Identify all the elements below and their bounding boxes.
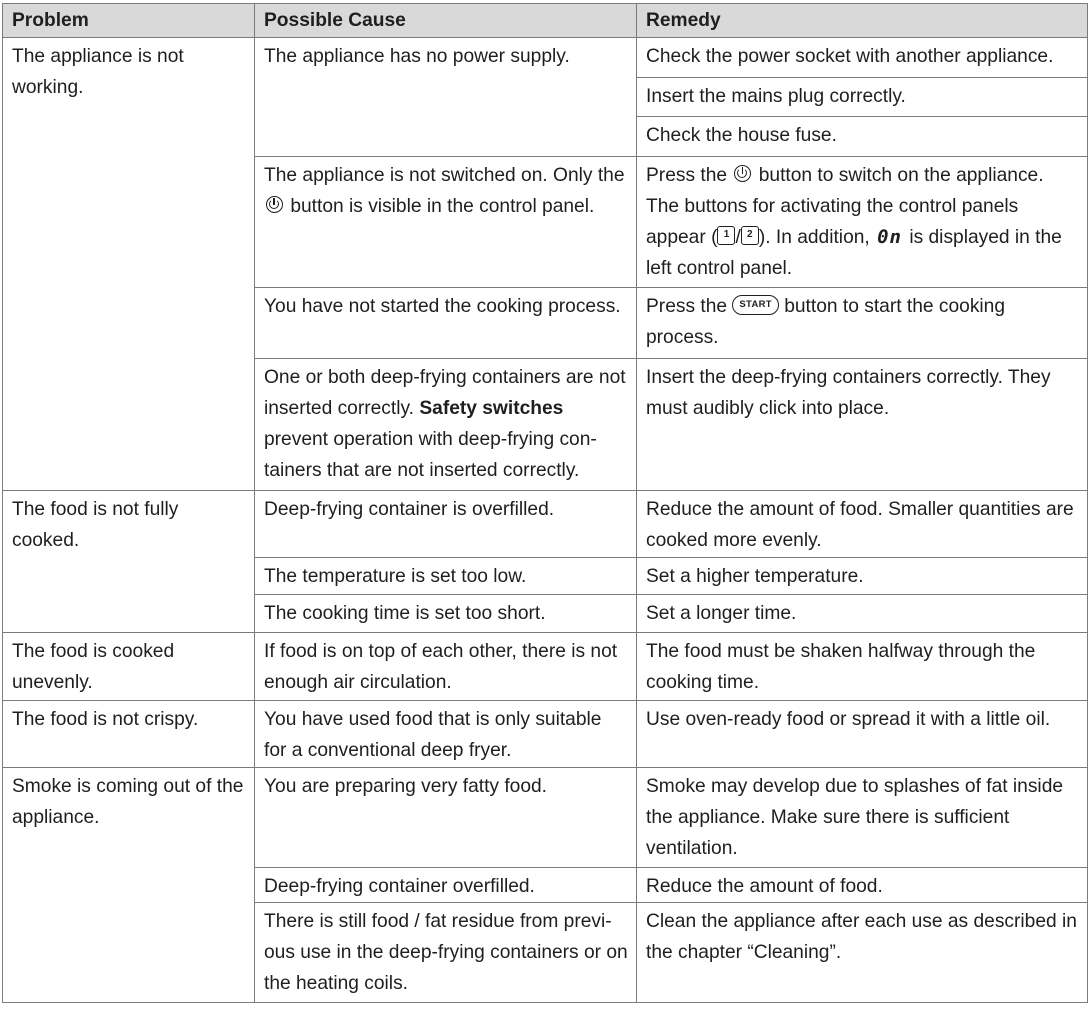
remedy-text: ). In addition, — [758, 226, 870, 248]
remedy-cell: The food must be shaken halfway through the cooking time. — [637, 633, 1088, 701]
problem-cell: The food is not fully cooked. — [3, 490, 255, 632]
header-cause: Possible Cause — [255, 4, 637, 38]
problem-cell: The appliance is not working. — [3, 37, 255, 490]
table-row — [3, 490, 1088, 558]
power-icon — [266, 196, 283, 213]
remedy-cell: Check the power socket with another appliance. — [637, 37, 1088, 77]
remedy-text: Press the — [646, 295, 728, 317]
cause-text: One or both deep-frying containers are not inserted correctly. — [264, 367, 626, 420]
safety-switches-text: Safety switches — [419, 398, 564, 420]
problem-cell: The food is cooked unevenly. — [3, 633, 255, 701]
cause-cell: Deep-frying container overfilled. — [255, 867, 637, 903]
remedy-cell: Use oven-ready food or spread it with a little oil. — [637, 700, 1088, 768]
cause-cell: There is still food / fat residue from previous use in the deep-frying containers or on the heating coils. — [255, 903, 637, 1003]
cause-cell: You are preparing very fatty food. — [255, 768, 637, 867]
cause-cell: You have used food that is only suitable for a conventional deep fryer. — [255, 700, 637, 768]
troubleshooting-table — [2, 3, 1088, 1003]
problem-cell: Smoke is coming out of the appliance. — [3, 768, 255, 1003]
cause-text: button is visible in the control panel. — [290, 195, 595, 217]
display-on-icon: 0n — [877, 225, 902, 248]
remedy-cell: Set a longer time. — [637, 595, 1088, 633]
power-icon — [734, 165, 751, 182]
remedy-text: / — [735, 226, 741, 248]
table-row — [3, 700, 1088, 768]
header-problem: Problem — [3, 4, 255, 38]
remedy-cell: Set a higher temperature. — [637, 558, 1088, 595]
cause-text: The appliance is not switched on. Only the — [264, 164, 625, 186]
remedy-cell: Reduce the amount of food. — [637, 867, 1088, 903]
cause-cell: If food is on top of each other, there is not enough air circulation. — [255, 633, 637, 701]
cause-text: prevent operation with deep-frying containers that are not inserted correctly. — [264, 429, 597, 482]
cause-cell: The temperature is set too low. — [255, 558, 637, 595]
cause-cell: The cooking time is set too short. — [255, 595, 637, 633]
remedy-cell: Reduce the amount of food. Smaller quantities are cooked more evenly. — [637, 490, 1088, 558]
cause-cell: You have not started the cooking process. — [255, 287, 637, 359]
remedy-cell: Check the house fuse. — [637, 116, 1088, 156]
table-row — [3, 633, 1088, 701]
remedy-cell — [637, 287, 1088, 359]
cause-cell — [255, 359, 637, 490]
remedy-cell — [637, 156, 1088, 287]
remedy-cell: Insert the deep-frying containers correctly. They must audibly click into place. — [637, 359, 1088, 490]
remedy-cell: Smoke may develop due to splashes of fat inside the appliance. Make sure there is sufficient ventilation. — [637, 768, 1088, 867]
remedy-text: button to start the cooking process. — [646, 295, 1006, 348]
remedy-text: button to switch on the appliance. The buttons for activating the control panels appear ( — [646, 164, 1044, 248]
table-row — [3, 37, 1088, 77]
panel-2-icon: 2 — [741, 226, 759, 245]
problem-cell: The food is not crispy. — [3, 700, 255, 768]
remedy-cell: Clean the appliance after each use as described in the chapter “Cleaning”. — [637, 903, 1088, 1003]
start-button-icon: START — [732, 295, 778, 315]
header-row — [3, 4, 1088, 38]
remedy-cell: Insert the mains plug correctly. — [637, 77, 1088, 116]
cause-cell: Deep-frying container is overfilled. — [255, 490, 637, 558]
remedy-text: Press the — [646, 164, 728, 186]
cause-cell: The appliance has no power supply. — [255, 37, 637, 156]
header-remedy: Remedy — [637, 4, 1088, 38]
remedy-text: is displayed in the left control panel. — [646, 226, 1062, 279]
panel-1-icon: 1 — [717, 226, 735, 245]
cause-cell — [255, 156, 637, 287]
table-row — [3, 768, 1088, 867]
